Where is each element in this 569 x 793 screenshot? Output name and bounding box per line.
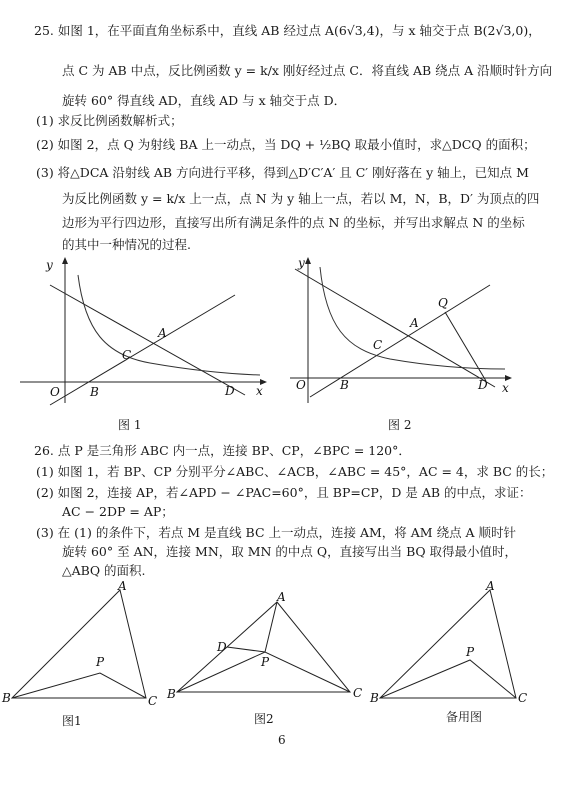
p26-q2-line-1: (2) 如图 2，连接 AP，若∠APD − ∠PAC=60°，且 BP=CP，D 是 AB 的中点，求证： — [36, 485, 532, 500]
p25-figure-1-caption: 图 1 — [118, 418, 142, 432]
page-number: 6 — [278, 733, 286, 747]
p26-line-1: 26. 点 P 是三角形 ABC 内一点，连接 BP、CP，∠BPC = 120°． — [34, 443, 411, 458]
fig1-O-label: O — [50, 385, 60, 399]
fig2-Q-label: Q — [438, 296, 448, 310]
p26-figure-3-caption: 备用图 — [446, 710, 483, 724]
fig1-A-label: A — [158, 326, 167, 340]
p26-fig3-B-label: B — [370, 691, 379, 705]
p26-fig2-C-label: C — [353, 686, 363, 700]
p26-q2-line-2: AC − 2DP = AP； — [62, 504, 174, 519]
p25-q3-line-1: (3) 将△DCA 沿射线 AB 方向进行平移，得到△D′C′A′ 且 C′ 刚好落在 y 轴上，已知点 M — [36, 165, 529, 180]
fig1-B-label: B — [90, 385, 99, 399]
p26-fig2-D-label: D — [217, 640, 227, 654]
fig1-y-label: y — [46, 258, 53, 272]
p25-q3-line-4: 的其中一种情况的过程. — [62, 237, 191, 252]
p26-fig2-B-label: B — [167, 687, 176, 701]
p25-q3-line-2: 为反比例函数 y = k/x 上一点，点 N 为 y 轴上一点，若以 M，N，B，D′ 为顶点的四 — [62, 191, 540, 206]
p25-q2: (2) 如图 2，点 Q 为射线 BA 上一动点，当 DQ + ½BQ 取最小值时，求△DCQ 的面积； — [36, 137, 536, 152]
p26-fig3-A-label: A — [486, 579, 495, 593]
fig1-x-label: x — [256, 384, 263, 398]
fig2-x-label: x — [502, 381, 509, 395]
fig2-y-label: y — [298, 256, 305, 270]
p25-line-3: 旋转 60° 得直线 AD，直线 AD 与 x 轴交于点 D． — [62, 93, 347, 108]
p26-figure-3 — [370, 578, 540, 708]
p26-q1: (1) 如图 1，若 BP、CP 分别平分∠ABC、∠ACB，∠ABC = 45°，AC = 4，求 BC 的长； — [36, 464, 554, 479]
p26-fig2-A-label: A — [277, 590, 286, 604]
p25-line-2: 点 C 为 AB 中点，反比例函数 y = k/x 刚好经过点 C．将直线 AB 绕点 A 沿顺时针方向 — [62, 63, 553, 78]
p26-fig3-P-label: P — [466, 645, 475, 659]
p25-q3-line-3: 边形为平行四边形，直接写出所有满足条件的点 N 的坐标，并写出求解点 N 的坐标 — [62, 215, 525, 230]
fig2-C-label: C — [373, 338, 383, 352]
fig2-B-label: B — [340, 378, 349, 392]
fig2-D-label: D — [478, 378, 488, 392]
p26-q3-line-2: 旋转 60° 至 AN，连接 MN，取 MN 的中点 Q，直接写出当 BQ 取得最小值时， — [62, 544, 518, 559]
fig1-D-label: D — [225, 384, 235, 398]
fig1-C-label: C — [122, 348, 132, 362]
p25-figure-2-caption: 图 2 — [388, 418, 412, 432]
p25-figure-2 — [290, 255, 520, 405]
p26-fig2-P-label: P — [261, 655, 270, 669]
p25-q1: (1) 求反比例函数解析式； — [36, 113, 183, 128]
p26-q3-line-3: △ABQ 的面积. — [62, 563, 146, 578]
p26-figure-2-caption: 图2 — [254, 712, 274, 726]
p26-fig1-P-label: P — [96, 655, 105, 669]
p26-figure-1-caption: 图1 — [62, 714, 82, 728]
p26-fig1-B-label: B — [2, 691, 11, 705]
p26-fig1-C-label: C — [148, 694, 158, 708]
p25-figure-1 — [20, 255, 270, 405]
fig2-A-label: A — [410, 316, 419, 330]
p26-fig3-C-label: C — [518, 691, 528, 705]
p25-line-1: 25. 如图 1，在平面直角坐标系中，直线 AB 经过点 A(6√3,4)，与 x 轴交于点 B(2√3,0)， — [34, 23, 541, 38]
fig2-O-label: O — [296, 378, 306, 392]
p26-figure-1 — [0, 578, 170, 713]
p26-figure-2 — [165, 590, 365, 710]
p26-q3-line-1: (3) 在 (1) 的条件下，若点 M 是直线 BC 上一动点，连接 AM，将 AM 绕点 A 顺时针 — [36, 525, 517, 540]
p26-fig1-A-label: A — [118, 579, 127, 593]
